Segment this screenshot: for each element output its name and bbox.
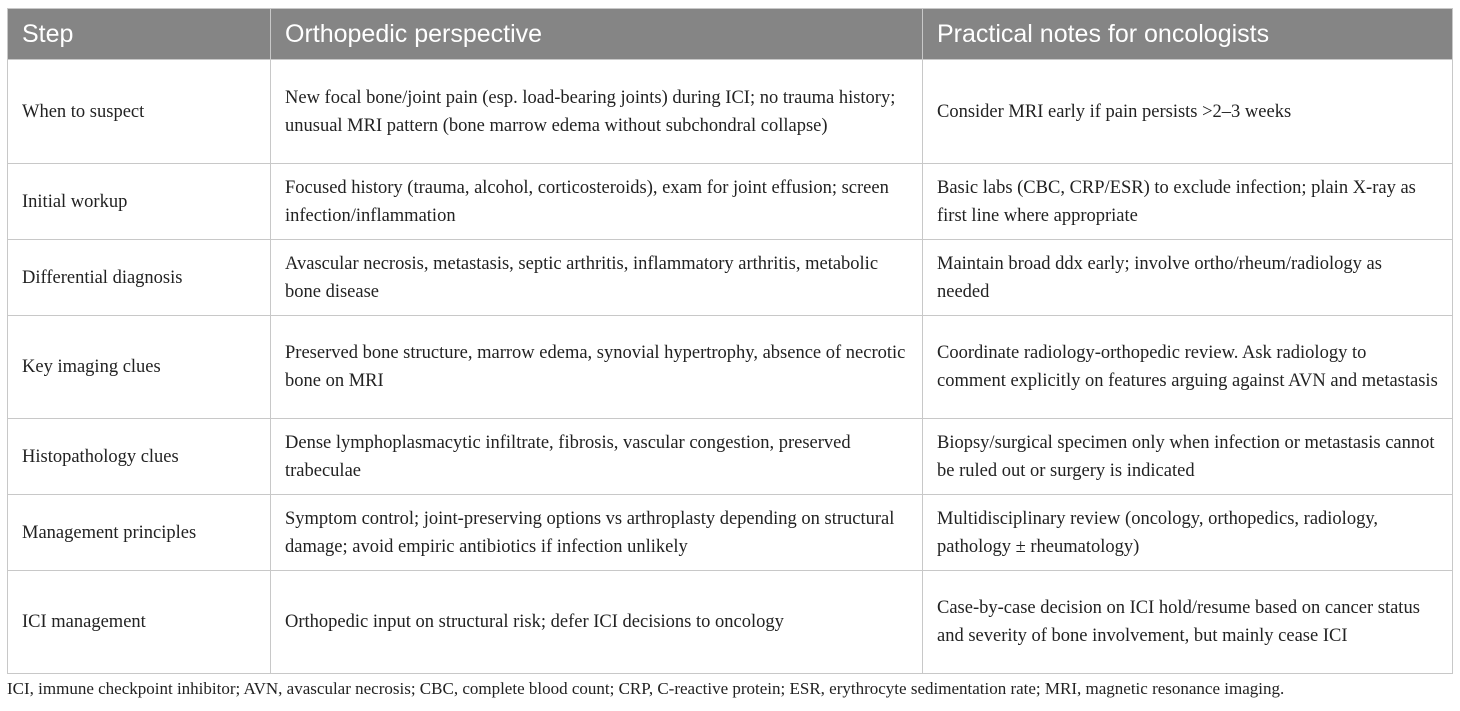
header-row — [8, 9, 1453, 60]
table-row — [8, 60, 1453, 164]
notes-cell: Multidisciplinary review (oncology, orthopedics, radiology, pathology ± rheumatology) — [923, 495, 1453, 571]
step-cell: ICI management — [8, 571, 271, 674]
notes-cell: Biopsy/surgical specimen only when infection or metastasis cannot be ruled out or surgery is indicated — [923, 419, 1453, 495]
table-row — [8, 571, 1453, 674]
step-cell: Management principles — [8, 495, 271, 571]
step-cell: Key imaging clues — [8, 316, 271, 419]
orthopedic-cell: New focal bone/joint pain (esp. load-bearing joints) during ICI; no trauma history; unusual MRI pattern (bone marrow edema without subchondral collapse) — [271, 60, 923, 164]
step-cell: Initial workup — [8, 164, 271, 240]
orthopedic-cell: Symptom control; joint-preserving options vs arthroplasty depending on structural damage; avoid empiric antibiotics if infection unlikely — [271, 495, 923, 571]
notes-cell: Coordinate radiology-orthopedic review. Ask radiology to comment explicitly on features arguing against AVN and metastasis — [923, 316, 1453, 419]
notes-cell: Case-by-case decision on ICI hold/resume based on cancer status and severity of bone involvement, but mainly cease ICI — [923, 571, 1453, 674]
table-footnote: ICI, immune checkpoint inhibitor; AVN, avascular necrosis; CBC, complete blood count; CRP, C-reactive protein; ESR, erythrocyte sedimentation rate; MRI, magnetic resonance imaging. — [7, 679, 1285, 698]
header-practical-notes: Practical notes for oncologists — [923, 9, 1453, 60]
notes-cell: Maintain broad ddx early; involve ortho/rheum/radiology as needed — [923, 240, 1453, 316]
orthopedic-cell: Preserved bone structure, marrow edema, synovial hypertrophy, absence of necrotic bone on MRI — [271, 316, 923, 419]
step-cell: Histopathology clues — [8, 419, 271, 495]
step-cell: When to suspect — [8, 60, 271, 164]
notes-cell: Basic labs (CBC, CRP/ESR) to exclude infection; plain X-ray as first line where appropriate — [923, 164, 1453, 240]
table-row — [8, 240, 1453, 316]
table-row — [8, 419, 1453, 495]
step-cell: Differential diagnosis — [8, 240, 271, 316]
header-orthopedic-perspective: Orthopedic perspective — [271, 9, 923, 60]
table-row — [8, 495, 1453, 571]
orthopedic-cell: Orthopedic input on structural risk; defer ICI decisions to oncology — [271, 571, 923, 674]
orthopedic-cell: Dense lymphoplasmacytic infiltrate, fibrosis, vascular congestion, preserved trabeculae — [271, 419, 923, 495]
table-row — [8, 316, 1453, 419]
table-container — [7, 8, 1452, 674]
notes-cell: Consider MRI early if pain persists >2–3 weeks — [923, 60, 1453, 164]
orthopedic-cell: Avascular necrosis, metastasis, septic arthritis, inflammatory arthritis, metabolic bone disease — [271, 240, 923, 316]
orthopedic-cell: Focused history (trauma, alcohol, corticosteroids), exam for joint effusion; screen infection/inflammation — [271, 164, 923, 240]
table-row — [8, 164, 1453, 240]
clinical-table — [7, 8, 1453, 674]
header-step: Step — [8, 9, 271, 60]
